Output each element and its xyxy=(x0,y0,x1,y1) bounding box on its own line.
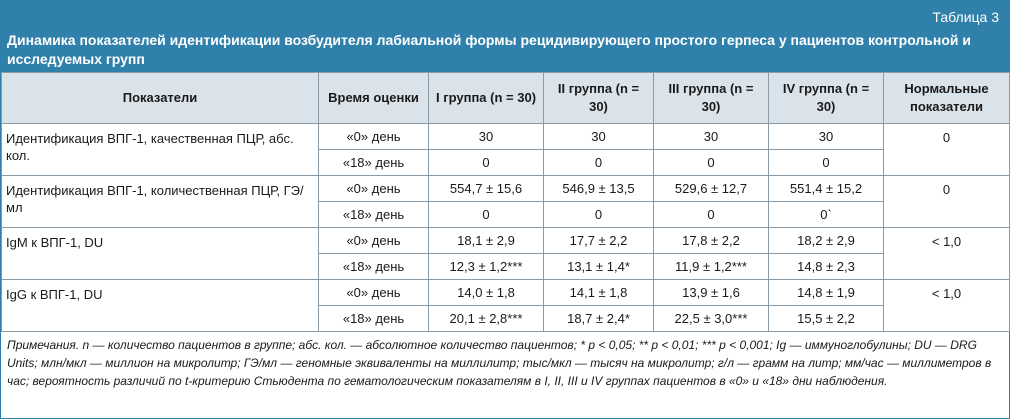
table-row xyxy=(2,280,1010,306)
value-cell: 17,8 ± 2,2 xyxy=(654,228,769,254)
value-cell: 529,6 ± 12,7 xyxy=(654,176,769,202)
col-header-group-1: I группа (n = 30) xyxy=(429,73,544,124)
col-header-time: Время оценки xyxy=(319,73,429,124)
value-cell: 18,2 ± 2,9 xyxy=(769,228,884,254)
value-cell: 12,3 ± 1,2*** xyxy=(429,254,544,280)
value-cell: 0 xyxy=(544,202,654,228)
value-cell: 0 xyxy=(654,202,769,228)
norm-cell: 0 xyxy=(884,176,1010,228)
time-cell: «0» день xyxy=(319,176,429,202)
table-title: Динамика показателей идентификации возбудителя лабиальной формы рецидивирующего простого герпеса у пациентов контрольной и исследуемых групп xyxy=(7,32,972,67)
indicator-cell: Идентификация ВПГ-1, качественная ПЦР, абс. кол. xyxy=(2,124,319,176)
value-cell: 546,9 ± 13,5 xyxy=(544,176,654,202)
value-cell: 11,9 ± 1,2*** xyxy=(654,254,769,280)
header-row xyxy=(2,73,1010,124)
value-cell: 17,7 ± 2,2 xyxy=(544,228,654,254)
value-cell: 22,5 ± 3,0*** xyxy=(654,306,769,332)
time-cell: «0» день xyxy=(319,228,429,254)
col-header-group-4: IV группа (n = 30) xyxy=(769,73,884,124)
table-row xyxy=(2,228,1010,254)
table-note: Примечания. n — количество пациентов в группе; абс. кол. — абсолютное количество пациентов; * p < 0,05; ** p < 0,01; *** p < 0,001; Ig — иммуноглобулины; DU — DRG Units; млн/мкл — миллион на микролитр; ГЭ/мл — геномные эквиваленты на миллилитр; тыс/мкл — тысяч на микролитр; г/л — грамм на литр; мм/час — миллиметров в час; вероятность различий по t-критерию Стьюдента по гематологическим показателям в I, II, III и IV группах пациентов в «0» и «18» дни наблюдения. xyxy=(7,338,992,388)
value-cell: 18,1 ± 2,9 xyxy=(429,228,544,254)
value-cell: 13,1 ± 1,4* xyxy=(544,254,654,280)
value-cell: 18,7 ± 2,4* xyxy=(544,306,654,332)
indicator-cell: IgM к ВПГ-1, DU xyxy=(2,228,319,280)
col-header-group-2: II группа (n = 30) xyxy=(544,73,654,124)
data-table xyxy=(1,72,1010,332)
time-cell: «0» день xyxy=(319,280,429,306)
value-cell: 14,8 ± 2,3 xyxy=(769,254,884,280)
indicator-cell: IgG к ВПГ-1, DU xyxy=(2,280,319,332)
time-cell: «18» день xyxy=(319,150,429,176)
indicator-cell: Идентификация ВПГ-1, количественная ПЦР, ГЭ/мл xyxy=(2,176,319,228)
value-cell: 14,1 ± 1,8 xyxy=(544,280,654,306)
table-number: Таблица 3 xyxy=(932,9,999,25)
table-row xyxy=(2,124,1010,150)
value-cell: 0 xyxy=(544,150,654,176)
value-cell: 13,9 ± 1,6 xyxy=(654,280,769,306)
value-cell: 0` xyxy=(769,202,884,228)
time-cell: «18» день xyxy=(319,254,429,280)
value-cell: 0 xyxy=(769,150,884,176)
value-cell: 14,0 ± 1,8 xyxy=(429,280,544,306)
table-header xyxy=(1,1,1009,72)
value-cell: 15,5 ± 2,2 xyxy=(769,306,884,332)
col-header-indicator: Показатели xyxy=(2,73,319,124)
col-header-norm: Нормальные показатели xyxy=(884,73,1010,124)
norm-cell: 0 xyxy=(884,124,1010,176)
col-header-group-3: III группа (n = 30) xyxy=(654,73,769,124)
value-cell: 30 xyxy=(654,124,769,150)
value-cell: 30 xyxy=(544,124,654,150)
norm-cell: < 1,0 xyxy=(884,228,1010,280)
value-cell: 554,7 ± 15,6 xyxy=(429,176,544,202)
norm-cell: < 1,0 xyxy=(884,280,1010,332)
value-cell: 30 xyxy=(429,124,544,150)
value-cell: 14,8 ± 1,9 xyxy=(769,280,884,306)
value-cell: 551,4 ± 15,2 xyxy=(769,176,884,202)
value-cell: 30 xyxy=(769,124,884,150)
value-cell: 20,1 ± 2,8*** xyxy=(429,306,544,332)
table-row xyxy=(2,176,1010,202)
time-cell: «0» день xyxy=(319,124,429,150)
time-cell: «18» день xyxy=(319,202,429,228)
value-cell: 0 xyxy=(429,202,544,228)
time-cell: «18» день xyxy=(319,306,429,332)
value-cell: 0 xyxy=(429,150,544,176)
value-cell: 0 xyxy=(654,150,769,176)
